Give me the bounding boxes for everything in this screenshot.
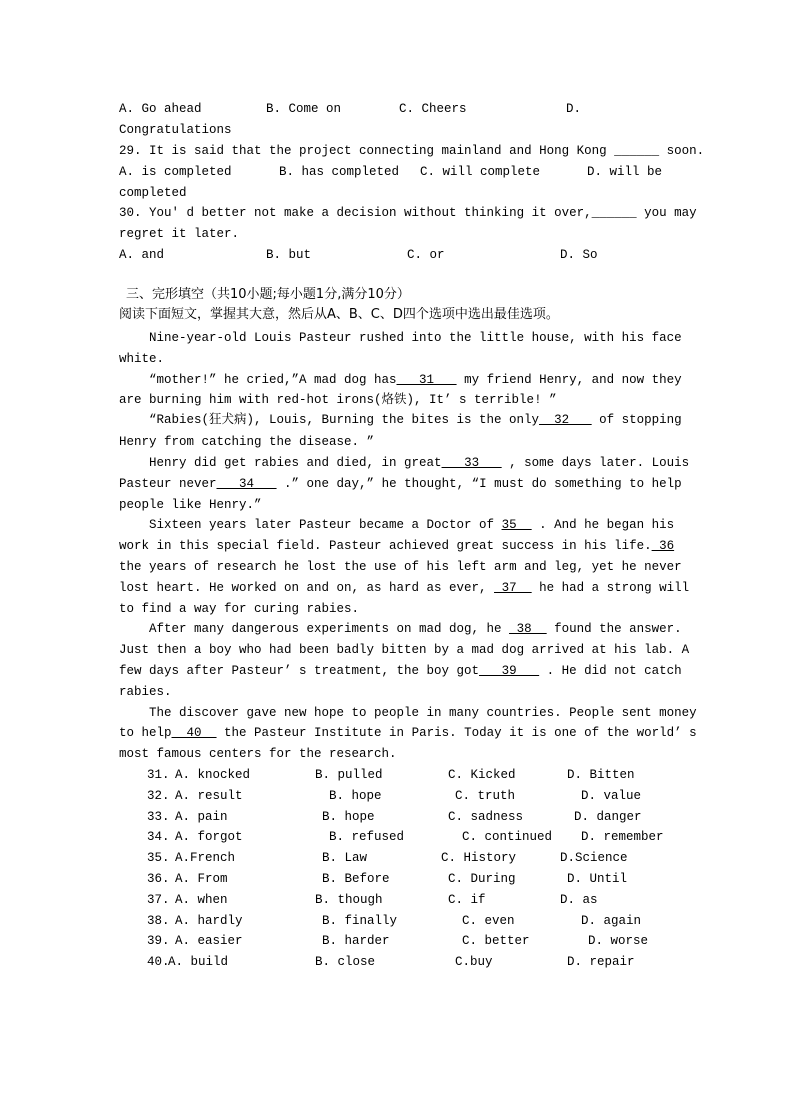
option-a: A. pain <box>175 810 228 824</box>
option-num: 36. <box>147 872 170 886</box>
blank-32: __32___ <box>539 413 592 427</box>
passage-line: After many dangerous experiments on mad dog, he _38__ found the answer. <box>119 622 682 636</box>
option-a: A. result <box>175 789 243 803</box>
q30-stem-line2: regret it later. <box>119 227 240 241</box>
passage-line: “mother!” he cried,”A mad dog has___31___ my friend Henry, and now they <box>119 373 682 387</box>
blank-38: _38__ <box>509 622 547 636</box>
option-d: D. worse <box>588 934 649 948</box>
option-c: C. During <box>448 872 516 886</box>
blank-34: ___34___ <box>216 477 277 491</box>
option-a: A. easier <box>175 934 243 948</box>
passage-line: “Rabies(狂犬病), Louis, Burning the bites is the only__32___ of stopping <box>119 413 682 427</box>
q29-option-d: D. will be <box>587 165 663 179</box>
q30-option-b: B. but <box>266 248 312 262</box>
option-b: B. hope <box>322 810 375 824</box>
passage-line: are burning him with red-hot irons(烙铁), It’ s terrible! ” <box>119 393 557 407</box>
option-c: C. Kicked <box>448 768 516 782</box>
option-d: D. again <box>581 914 642 928</box>
option-d: D. as <box>560 893 598 907</box>
option-num: 32. <box>147 789 170 803</box>
option-d: D. danger <box>574 810 642 824</box>
option-d: D. Until <box>567 872 628 886</box>
q29-option-b: B. has completed <box>279 165 400 179</box>
passage-line: work in this special field. Pasteur achieved great success in his life. 36 <box>119 539 675 553</box>
option-c: C.buy <box>455 955 493 969</box>
q29-option-c: C. will complete <box>420 165 541 179</box>
option-c: C. History <box>441 851 517 865</box>
option-num: 39. <box>147 934 170 948</box>
q28-option-d-wrap: Congratulations <box>119 123 232 137</box>
q29-option-d-wrap: completed <box>119 186 187 200</box>
blank-37: _37__ <box>494 581 532 595</box>
passage-line: lost heart. He worked on and on, as hard as ever, _37__ he had a strong will <box>119 581 690 595</box>
passage-line: The discover gave new hope to people in many countries. People sent money <box>119 706 697 720</box>
option-d: D.Science <box>560 851 628 865</box>
option-d: D. repair <box>567 955 635 969</box>
option-a: A. hardly <box>175 914 243 928</box>
option-c: C. continued <box>462 830 553 844</box>
option-num: 38. <box>147 914 170 928</box>
option-a: A. build <box>168 955 229 969</box>
blank-35: 35__ <box>501 518 532 532</box>
passage-line: white. <box>119 352 165 366</box>
option-num: 33. <box>147 810 170 824</box>
passage-line: to find a way for curing rabies. <box>119 602 360 616</box>
q30-option-a: A. and <box>119 248 165 262</box>
passage-line: Nine-year-old Louis Pasteur rushed into the little house, with his face <box>119 331 682 345</box>
option-d: D. Bitten <box>567 768 635 782</box>
passage-line: people like Henry.” <box>119 498 262 512</box>
passage-line: Henry from catching the disease. ” <box>119 435 375 449</box>
option-c: C. even <box>462 914 515 928</box>
option-a: A. when <box>175 893 228 907</box>
passage-line: Sixteen years later Pasteur became a Doctor of 35__ . And he began his <box>119 518 675 532</box>
option-c: C. truth <box>455 789 516 803</box>
q29-option-a: A. is completed <box>119 165 232 179</box>
option-b: B. harder <box>322 934 390 948</box>
option-b: B. close <box>315 955 376 969</box>
option-b: B. though <box>315 893 383 907</box>
option-num: 37. <box>147 893 170 907</box>
option-a: A. knocked <box>175 768 251 782</box>
section-instruction: 阅读下面短文，掌握其大意，然后从A、B、C、D四个选项中选出最佳选项。 <box>119 307 559 322</box>
blank-33: ___33___ <box>441 456 502 470</box>
option-num: 31. <box>147 768 170 782</box>
passage-line: Henry did get rabies and died, in great___33___ , some days later. Louis <box>119 456 690 470</box>
option-num: 35. <box>147 851 170 865</box>
option-d: D. value <box>581 789 642 803</box>
passage-line: few days after Pasteur’ s treatment, the boy got___39___ . He did not catch <box>119 664 682 678</box>
option-c: C. sadness <box>448 810 524 824</box>
q30-option-d: D. So <box>560 248 598 262</box>
blank-36: 36 <box>651 539 675 553</box>
passage-line: Pasteur never___34___ .” one day,” he thought, “I must do something to help <box>119 477 682 491</box>
option-num: 34. <box>147 830 170 844</box>
passage-line: rabies. <box>119 685 172 699</box>
option-b: B. refused <box>329 830 405 844</box>
option-d: D. remember <box>581 830 664 844</box>
blank-31: ___31___ <box>396 373 457 387</box>
option-c: C. better <box>462 934 530 948</box>
option-b: B. pulled <box>315 768 383 782</box>
q29-stem: 29. It is said that the project connecting mainland and Hong Kong ______ soon. <box>119 144 705 158</box>
passage-line: to help__40__ the Pasteur Institute in Paris. Today it is one of the world’ s <box>119 726 697 740</box>
section-heading: 三、完形填空（共10小题;每小题1分,满分10分） <box>126 287 410 302</box>
option-a: A.French <box>175 851 236 865</box>
option-num: 40. <box>147 955 170 969</box>
q30-stem-line1: 30. You' d better not make a decision without thinking it over,______ you may <box>119 206 697 220</box>
option-b: B. Before <box>322 872 390 886</box>
q28-option-b: B. Come on <box>266 102 342 116</box>
passage-line: Just then a boy who had been badly bitten by a mad dog arrived at his lab. A <box>119 643 690 657</box>
option-b: B. hope <box>329 789 382 803</box>
q28-option-d: D. <box>566 102 582 116</box>
option-b: B. finally <box>322 914 398 928</box>
q30-option-c: C. or <box>407 248 445 262</box>
option-b: B. Law <box>322 851 368 865</box>
q28-option-a: A. Go ahead <box>119 102 202 116</box>
option-a: A. forgot <box>175 830 243 844</box>
blank-40: __40__ <box>171 726 217 740</box>
passage-line: most famous centers for the research. <box>119 747 397 761</box>
passage-line: the years of research he lost the use of his left arm and leg, yet he never <box>119 560 682 574</box>
option-c: C. if <box>448 893 486 907</box>
blank-39: ___39___ <box>479 664 540 678</box>
q28-option-c: C. Cheers <box>399 102 467 116</box>
option-a: A. From <box>175 872 228 886</box>
